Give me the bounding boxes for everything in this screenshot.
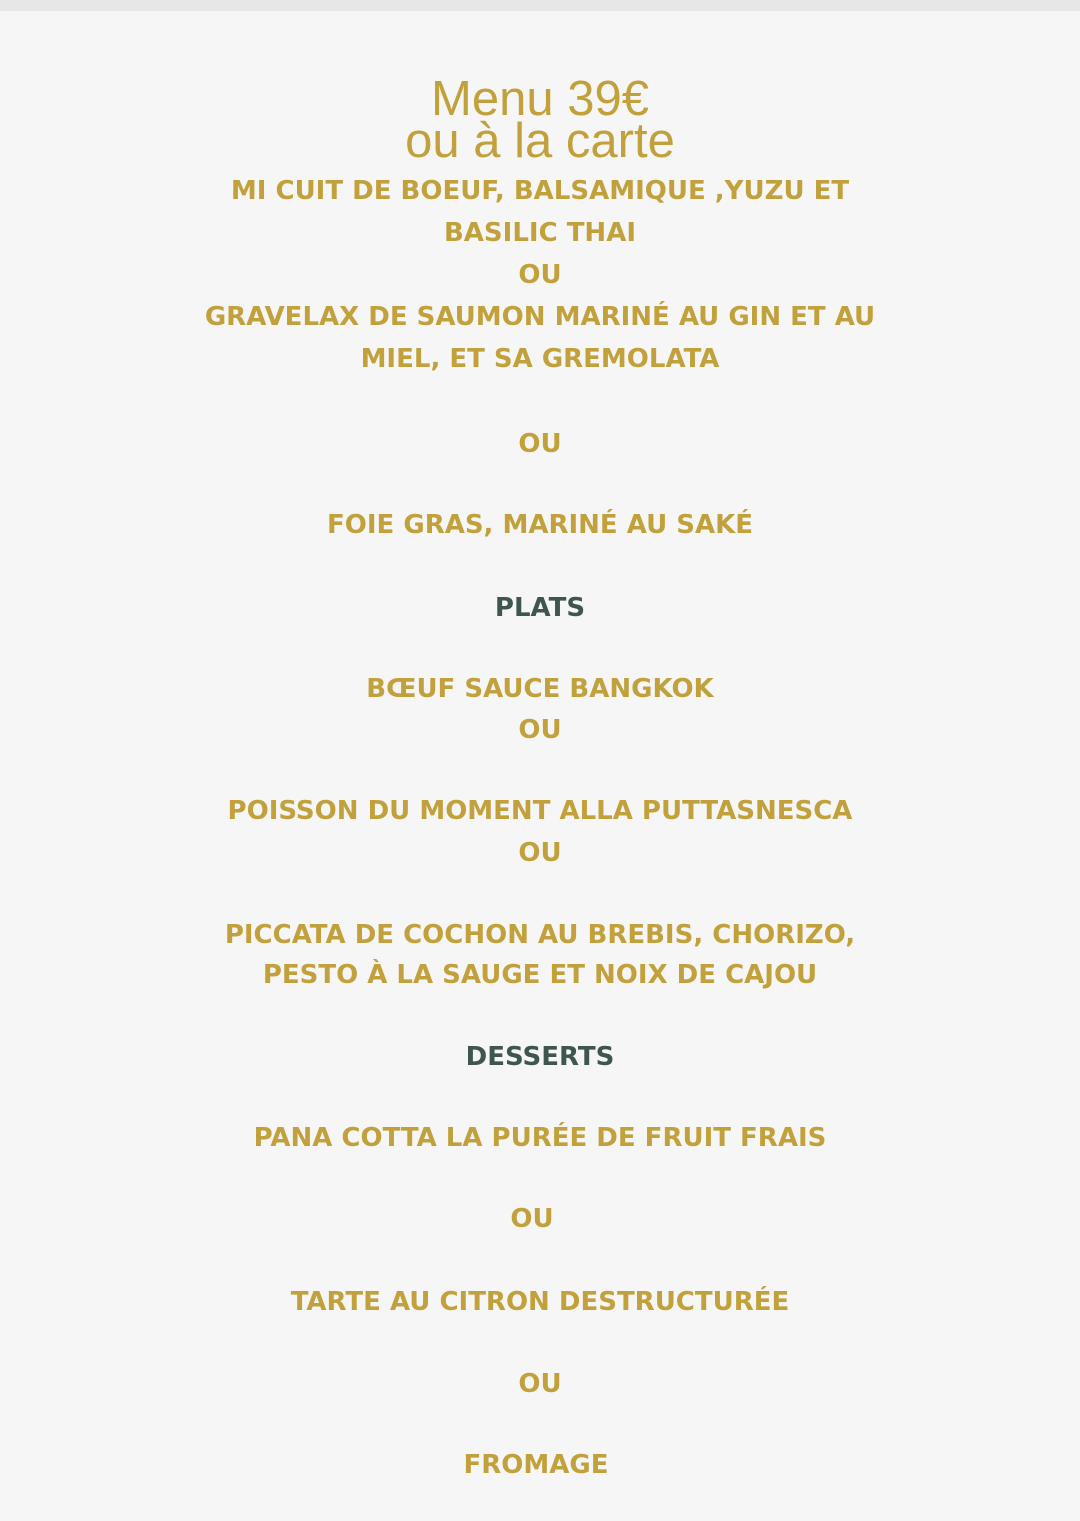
entree-2-line-2: MIEL, ET SA GREMOLATA xyxy=(360,344,720,374)
dessert-1: PANA COTTA LA PURÉE DE FRUIT FRAIS xyxy=(253,1123,827,1153)
plats-heading: PLATS xyxy=(494,593,586,623)
entree-1-line-1: MI CUIT DE BOEUF, BALSAMIQUE ,YUZU ET xyxy=(230,176,850,206)
plat-2: POISSON DU MOMENT ALLA PUTTASNESCA xyxy=(227,796,853,826)
entree-separator-1: OU xyxy=(518,260,562,290)
menu-subtitle: ou à la carte xyxy=(405,114,675,168)
plat-1: BŒUF SAUCE BANGKOK xyxy=(366,674,714,704)
plat-3-line-1: PICCATA DE COCHON AU BREBIS, CHORIZO, xyxy=(224,920,856,950)
dessert-separator-1: OU xyxy=(510,1204,554,1234)
entree-1-line-2: BASILIC THAI xyxy=(443,218,636,248)
plat-3-line-2: PESTO À LA SAUGE ET NOIX DE CAJOU xyxy=(262,960,818,990)
dessert-2: TARTE AU CITRON DESTRUCTURÉE xyxy=(290,1287,790,1317)
plat-separator-1: OU xyxy=(518,715,562,745)
top-bar xyxy=(0,0,1080,11)
entree-separator-2: OU xyxy=(518,429,562,459)
menu-title: Menu 39€ xyxy=(431,72,649,126)
entree-3: FOIE GRAS, MARINÉ AU SAKÉ xyxy=(327,510,753,540)
dessert-3: FROMAGE xyxy=(463,1450,609,1480)
entree-2-line-1: GRAVELAX DE SAUMON MARINÉ AU GIN ET AU xyxy=(204,302,876,332)
plat-separator-2: OU xyxy=(518,838,562,868)
dessert-separator-2: OU xyxy=(518,1369,562,1399)
desserts-heading: DESSERTS xyxy=(465,1042,615,1072)
